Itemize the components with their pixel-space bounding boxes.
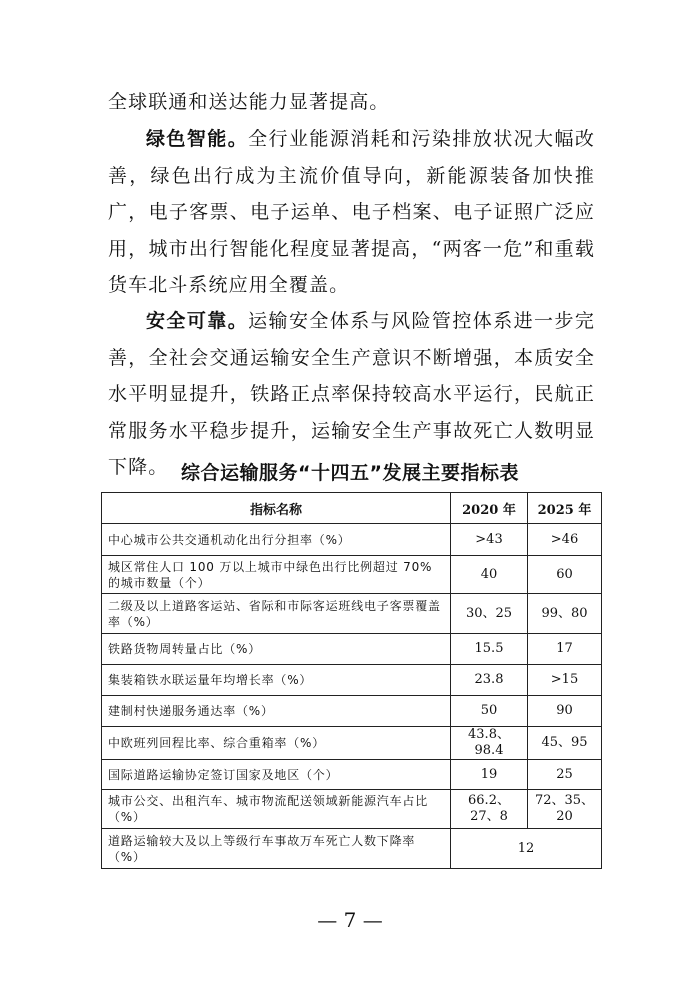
paragraph-continuation: 全球联通和送达能力显著提高。 [108,91,390,113]
table-row [102,524,602,556]
indicator-name: 道路运输较大及以上等级行车事故万车死亡人数下降率（%） [102,829,451,869]
table-row [102,665,602,696]
value-2025: 45、95 [528,727,602,760]
table-title: 综合运输服务“十四五”发展主要指标表 [181,462,519,484]
indicator-table [101,492,602,869]
value-2025: 17 [528,634,602,665]
table-row [102,790,602,829]
page-number: — 7 — [317,908,383,932]
value-2020: 23.8 [451,665,528,696]
paragraph-text: 运输安全体系与风险管控体系进一步完善，全社会交通运输安全生产意识不断增强，本质安全水平明显提升，铁路正点率保持较高水平运行，民航正常服务水平稳步提升，运输安全生产事故死亡人数明显下降。 [108,310,595,478]
indicator-name: 城区常住人口 100 万以上城市中绿色出行比例超过 70%的城市数量（个） [102,556,451,594]
paragraph-green-smart [108,121,595,304]
table-row [102,556,602,594]
value-2020: 15.5 [451,634,528,665]
indicator-name: 二级及以上道路客运站、省际和市际客运班线电子客票覆盖率（%） [102,594,451,634]
indicator-name: 中心城市公共交通机动化出行分担率（%） [102,524,451,556]
indicator-name: 中欧班列回程比率、综合重箱率（%） [102,727,451,760]
table-row [102,727,602,760]
table-row [102,696,602,727]
header-indicator-name: 指标名称 [102,493,451,524]
value-2020: 66.2、27、8 [451,790,528,829]
paragraph-heading: 绿色智能。 [146,128,249,150]
table-row [102,594,602,634]
table-header-row [102,493,602,524]
value-2020: 43.8、98.4 [451,727,528,760]
value-2020: 50 [451,696,528,727]
header-2020: 2020 年 [451,493,528,524]
value-2025: 60 [528,556,602,594]
value-2020: >43 [451,524,528,556]
indicator-name: 建制村快递服务通达率（%） [102,696,451,727]
value-2025: >46 [528,524,602,556]
value-2025: >15 [528,665,602,696]
indicator-name: 城市公交、出租汽车、城市物流配送领域新能源汽车占比（%） [102,790,451,829]
indicator-name: 集装箱铁水联运量年均增长率（%） [102,665,451,696]
value-2020: 19 [451,760,528,790]
header-2025: 2025 年 [528,493,602,524]
value-2020: 30、25 [451,594,528,634]
value-merged: 12 [451,829,602,869]
paragraph-text: 全行业能源消耗和污染排放状况大幅改善，绿色出行成为主流价值导向，新能源装备加快推广，电子客票、电子运单、电子档案、电子证照广泛应用，城市出行智能化程度显著提高，“两客一危”和重载货车北斗系统应用全覆盖。 [108,128,595,296]
value-2025: 99、80 [528,594,602,634]
value-2020: 40 [451,556,528,594]
indicator-name: 铁路货物周转量占比（%） [102,634,451,665]
value-2025: 25 [528,760,602,790]
table-row [102,634,602,665]
indicator-name: 国际道路运输协定签订国家及地区（个） [102,760,451,790]
table-row [102,760,602,790]
table-row [102,829,602,869]
value-2025: 90 [528,696,602,727]
value-2025: 72、35、20 [528,790,602,829]
paragraph-heading: 安全可靠。 [146,310,249,332]
